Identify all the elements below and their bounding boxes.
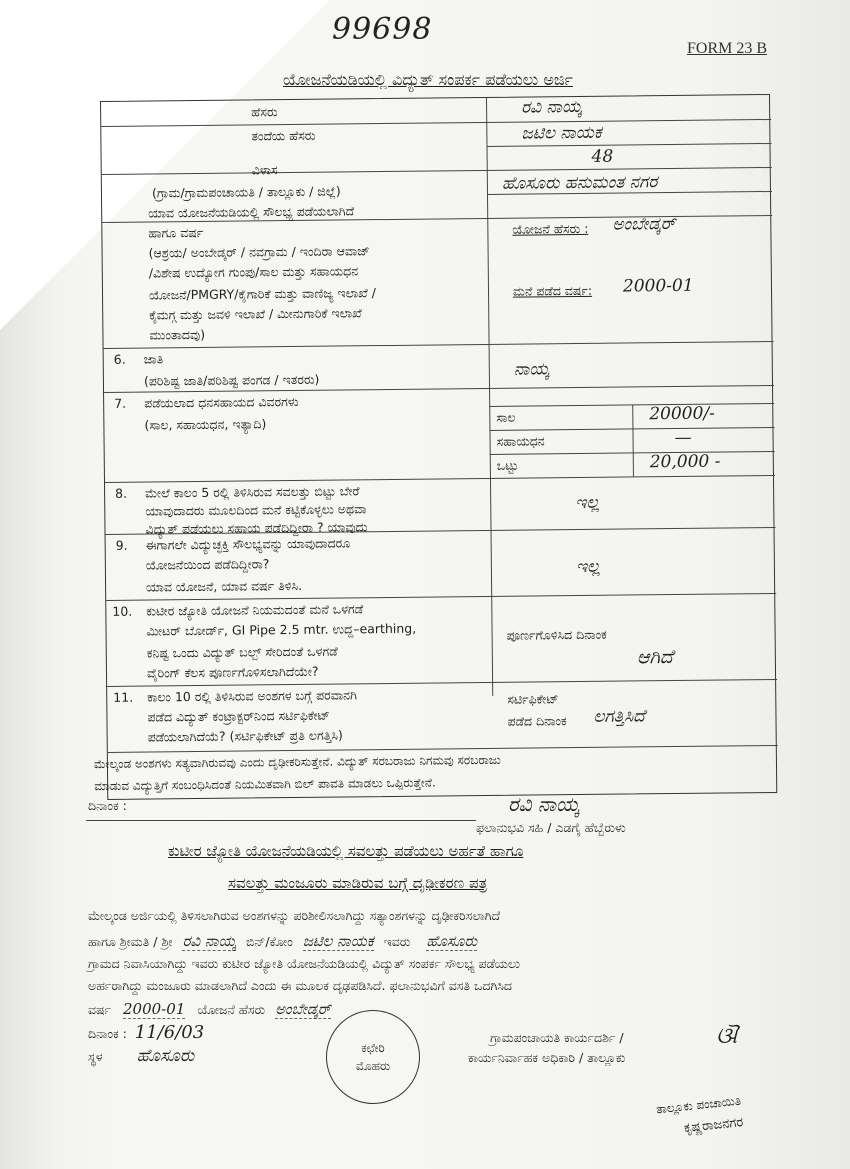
q5-line: ಕೈಮಗ್ಗ ಮತ್ತು ಜವಳಿ ಇಲಾಖೆ / ಮೀನುಗಾರಿಕೆ ಇಲಾಖೆ — [149, 305, 362, 323]
date-label: ದಿನಾಂಕ : — [88, 798, 127, 813]
certificate-label: ಸರ್ಟಿಫಿಕೇಟ್ — [507, 691, 559, 707]
scheme-name-text: ಯೋಜನೆ ಹೆಸರು — [197, 1002, 266, 1017]
certificate-line: ಮೇಲ್ಕಂಡ ಅರ್ಜಿಯಲ್ಲಿ ತಿಳಿಸಲಾಗಿರುವ ಅಂಶಗಳನ್ನು ಪರಿಶೀಲಿಸಲಾಗಿದ್ದು ಸತ್ಯಾಂಶಗಳನ್ನು ದೃಢೀಕರಿಸಲಾಗಿದೆ — [88, 908, 501, 923]
q5-line: (ಆಶ್ರಯ/ ಅಂಬೇಡ್ಕರ್ / ನವಗ್ರಾಮ / ಇಂದಿರಾ ಆವಾಜ್ — [148, 243, 370, 261]
q5-line: /ವಿಶೇಷ ಉದ್ಯೋಗ ಗುಂಪು/ಸಾಲ ಮತ್ತು ಸಹಾಯಧನ — [148, 263, 359, 281]
q10-line: ಕುಟೀರ ಜ್ಯೋತಿ ಯೋಜನೆ ನಿಯಮದಂತೆ ಮನೆ ಒಳಗಡೆ — [146, 601, 364, 619]
father-name: ಜಟಿಲ ನಾಯಕ — [302, 932, 374, 950]
certificate-date — [88, 1022, 204, 1043]
q10-line: ಕನಿಷ್ಟ ಒಂದು ವಿದ್ಯುತ್ ಬಲ್ಬ್ ಸೇರಿದಂತೆ ಒಳಗಡೆ — [146, 643, 338, 661]
q2-answer: ಜಟಿಲ ನಾಯಕ — [521, 122, 602, 144]
serial-number: 99698 — [332, 12, 433, 47]
q2-label: ತಂದೆಯ ಹೆಸರು — [251, 127, 316, 144]
q10-answer: ಆಗಿದೆ — [636, 646, 673, 669]
q10-number: 10. — [112, 603, 133, 619]
q6-number: 6. — [113, 351, 126, 367]
scheme-name-value: ಅಂಬೇಡ್ಕರ್ — [612, 213, 676, 235]
q9-number: 9. — [115, 537, 128, 553]
beneficiary-signature-label: ಫಲಾನುಭವಿ ಸಹಿ / ಎಡಗೈ ಹೆಬ್ಬೆರುಳು — [476, 820, 626, 835]
q5-line: ಹಾಗೂ ವರ್ಷ — [148, 224, 204, 241]
q11-number: 11. — [113, 689, 134, 705]
officer-title-2: ಕಾರ್ಯನಿರ್ವಾಹಕ ಅಧಿಕಾರಿ / ತಾಲ್ಲೂಕು — [468, 1050, 626, 1065]
q9-line: ಈಗಾಗಲೇ ವಿದ್ಯುಚ್ಛಕ್ತಿ ಸೌಲಭ್ಯವನ್ನು ಯಾವುದಾದರೂ — [145, 535, 351, 553]
seal-text: ಕಛೇರಿ — [361, 1041, 385, 1055]
subsidy-label: ಸಹಾಯಧನ — [496, 433, 545, 449]
taluk-name-stamp: ಕೃಷ್ಣರಾಜನಗರ — [683, 1114, 745, 1137]
q5-line: ಮುಂತಾದವು) — [149, 326, 206, 343]
certificate-line: ಗ್ರಾಮದ ನಿವಾಸಿಯಾಗಿದ್ದು ಇವರು ಕುಟೀರ ಜ್ಯೋತಿ ಯೋಜನೆಯಡಿಯಲ್ಲಿ ವಿದ್ಯುತ್ ಸಂಪರ್ಕ ಸೌಲಭ್ಯ ಪಡೆಯಲು — [88, 956, 520, 971]
applicant-signature: ರವಿ ನಾಯ್ಕ — [508, 792, 580, 816]
place-value: ಹೊಸೂರು — [136, 1046, 195, 1066]
q6-label: ಜಾತಿ — [143, 351, 164, 367]
declaration-line: ಮಾಡುವ ವಿದ್ಯುತ್ತಿಗೆ ಸಂಬಂಧಿಸಿದಂತೆ ನಿಯಮಿತವಾಗಿ ಬಿಲ್ ಪಾವತಿ ಮಾಡಲು ಒಪ್ಪಿರುತ್ತೇನೆ. — [94, 775, 436, 794]
subsidy-value: — — [674, 427, 692, 449]
village-name: ಹೊಸೂರು — [426, 932, 478, 950]
q10-line: ಮೀಟರ್ ಬೋರ್ಡ್, GI Pipe 2.5 mtr. ಉದ್ದ–earthing, — [146, 620, 417, 639]
q11-line: ಪಡೆದ ವಿದ್ಯುತ್ ಕಂಟ್ರಾಕ್ಟರ್‌ನಿಂದ ಸರ್ಟಿಫಿಕೇಟ್ — [147, 707, 330, 725]
separator-line — [86, 820, 476, 821]
certificate-title: ಕುಟೀರ ಜ್ಯೋತಿ ಯೋಜನೆಯಡಿಯಲ್ಲಿ ಸವಲತ್ತು ಪಡೆಯಲು ಅರ್ಹತೆ ಹಾಗೂ — [168, 842, 524, 860]
declaration-line: ಮೇಲ್ಕಂಡ ಅಂಶಗಳು ಸತ್ಯವಾಗಿರುವವು ಎಂದು ದೃಢೀಕರಿಸುತ್ತೇನೆ. ವಿದ್ಯುತ್ ಸರಬರಾಜು ನಿಗಮವು ಸರಬರಾಜು — [93, 752, 501, 772]
q8-line: ಯಾವುದಾದರು ಮೂಲದಿಂದ ಮನೆ ಕಟ್ಟಿಕೊಳ್ಳಲು ಅಥವಾ — [145, 501, 367, 519]
application-table — [93, 94, 777, 800]
subcolumn-divider — [632, 404, 634, 476]
certificate-subtitle: ಸವಲತ್ತು ಮಂಜೂರು ಮಾಡಿರುವ ಬಗ್ಗೆ ದೃಢೀಕರಣ ಪತ್ರ — [228, 874, 488, 892]
q6-answer: ನಾಯ್ಕ — [513, 359, 550, 380]
q7-hint: (ಸಾಲ, ಸಹಾಯಧನ, ಇತ್ಯಾದಿ) — [144, 416, 267, 433]
q9-line: ಯಾವ ಯೋಜನೆ, ಯಾವ ವರ್ಷ ತಿಳಿಸಿ. — [146, 577, 303, 595]
certificate-year: 2000-01 — [123, 1000, 186, 1018]
certificate-line: ಅರ್ಹರಾಗಿದ್ದು ಮಂಜೂರು ಮಾಡಲಾಗಿದೆ ಎಂದು ಈ ಮೂಲಕ ದೃಢಪಡಿಸಿದೆ. ಫಲಾನುಭವಿಗೆ ವಸತಿ ಒದಗಿಸಿದ — [88, 978, 513, 993]
q5-line: ಯೋಜನೆ/PMGRY/ಕೈಗಾರಿಕೆ ಮತ್ತು ವಾಣಿಜ್ಯ ಇಲಾಖೆ / — [148, 285, 376, 303]
certificate-scheme: ಅಂಬೇಡ್ಕರ್ — [275, 1000, 331, 1018]
q4-answer: ಹೊಸೂರು ಹನುಮಂತ ನಗರ — [501, 172, 658, 194]
certificate-date-value: 11/6/03 — [134, 1022, 205, 1043]
son-of-text: ಬಿನ್/ಕೋಂ — [245, 934, 293, 949]
loan-value: 20000/- — [649, 403, 715, 425]
q9-answer: ಇಲ್ಲ — [575, 556, 601, 578]
q6-hint: (ಪರಿಶಿಷ್ಟ ಜಾತಿ/ಪರಿಶಿಷ್ಟ ಪಂಗಡ / ಇತರರು) — [143, 371, 320, 389]
certificate-line-5 — [88, 1000, 331, 1018]
salutation-text: ಹಾಗೂ ಶ್ರೀಮತಿ / ಶ್ರೀ — [88, 934, 173, 949]
q5-line: ಯಾವ ಯೋಜನೆಯಡಿಯಲ್ಲಿ ಸೌಲಭ್ಯ ಪಡೆಯಲಾಗಿದೆ — [148, 203, 355, 221]
certificate-place — [88, 1046, 194, 1066]
q8-line: ಮೇಲೆ ಕಾಲಂ 5 ರಲ್ಲಿ ತಿಳಿಸಿರುವ ಸವಲತ್ತು ಬಿಟ್ಟು ಬೇರೆ — [145, 483, 360, 501]
seal-text: ಮೊಹರು — [355, 1059, 391, 1073]
taluk-panchayat-stamp: ತಾಲ್ಲೂಕು ಪಂಚಾಯಿತಿ — [655, 1093, 742, 1117]
q1-label: ಹೆಸರು — [251, 104, 278, 120]
q3-answer: 48 — [591, 146, 614, 167]
q1-answer: ರವಿ ನಾಯ್ಕ — [520, 96, 582, 118]
officer-signature: ଔ — [716, 1024, 738, 1049]
q11-line: ಪಡೆಯಲಾಗಿದೆಯೆ? (ಸರ್ಟಿಫಿಕೇಟ್ ಪ್ರತಿ ಲಗತ್ತಿಸಿ) — [147, 727, 343, 745]
q8-answer: ಇಲ್ಲ — [575, 492, 600, 514]
certificate-date-label: ದಿನಾಂಕ : — [88, 1026, 127, 1041]
q8-number: 8. — [115, 485, 128, 501]
completion-date-label: ಪೂರ್ಣಗೊಳಿಸಿದ ದಿನಾಂಕ — [506, 626, 607, 643]
office-seal-circle — [326, 1010, 420, 1104]
q7-number: 7. — [114, 395, 127, 411]
place-label: ಸ್ಥಳ — [88, 1049, 103, 1064]
q11-line: ಕಾಲಂ 10 ರಲ್ಲಿ ತಿಳಿಸಿರುವ ಅಂಶಗಳ ಬಗ್ಗೆ ಪರವಾನಗಿ — [147, 687, 357, 705]
form-title: ಯೋಜನೆಯಡಿಯಲ್ಲಿ ವಿದ್ಯುತ್ ಸಂಪರ್ಕ ಪಡೆಯಲು ಅರ್ಜಿ — [283, 70, 573, 89]
house-year-value: 2000-01 — [622, 275, 694, 297]
q8-line: ವಿದ್ಯುತ್ ಪಡೆಯಲು ಸಹಾಯ ಪಡೆದಿದ್ದೀರಾ ? ಯಾವುದು — [145, 519, 368, 537]
q11-answer: ಲಗತ್ತಿಸಿದೆ — [593, 706, 645, 727]
loan-label: ಸಾಲ — [496, 409, 516, 425]
total-value: 20,000 - — [649, 451, 721, 473]
q7-label: ಪಡೆಯಲಾದ ಧನಸಹಾಯದ ವಿವರಗಳು — [144, 393, 299, 411]
certificate-date-label: ಪಡೆದ ದಿನಾಂಕ — [507, 713, 567, 729]
officer-title: ಗ್ರಾಮಪಂಚಾಯತಿ ಕಾರ್ಯದರ್ಶಿ / — [490, 1030, 624, 1045]
these-text: ಇವರು — [383, 934, 411, 949]
year-text: ವರ್ಷ — [88, 1002, 112, 1017]
q9-line: ಯೋಜನೆಯಿಂದ ಪಡೆದಿದ್ದೀರಾ? — [145, 556, 270, 573]
q4-label: (ಗ್ರಾಮ/ಗ್ರಾಮಪಂಚಾಯತಿ / ತಾಲ್ಲೂಕು / ಜಿಲ್ಲೆ) — [151, 183, 341, 201]
total-label: ಒಟ್ಟು — [496, 457, 519, 473]
beneficiary-name: ರವಿ ನಾಯ್ಕ — [182, 932, 236, 950]
column-divider — [486, 98, 493, 696]
certificate-line-2 — [88, 932, 477, 950]
q10-line: ವೈರಿಂಗ್ ಕೆಲಸ ಪೂರ್ಣಗೊಳಿಸಲಾಗಿದೆಯೇ? — [146, 663, 319, 681]
scheme-name-label: ಯೋಜನೆ ಹೆಸರು : — [512, 220, 589, 237]
form-number: FORM 23 B — [687, 40, 768, 57]
q3-label: ವಿಳಾಸ — [251, 162, 278, 178]
house-year-label: ಮನೆ ಪಡೆದ ವರ್ಷ: — [512, 282, 593, 299]
